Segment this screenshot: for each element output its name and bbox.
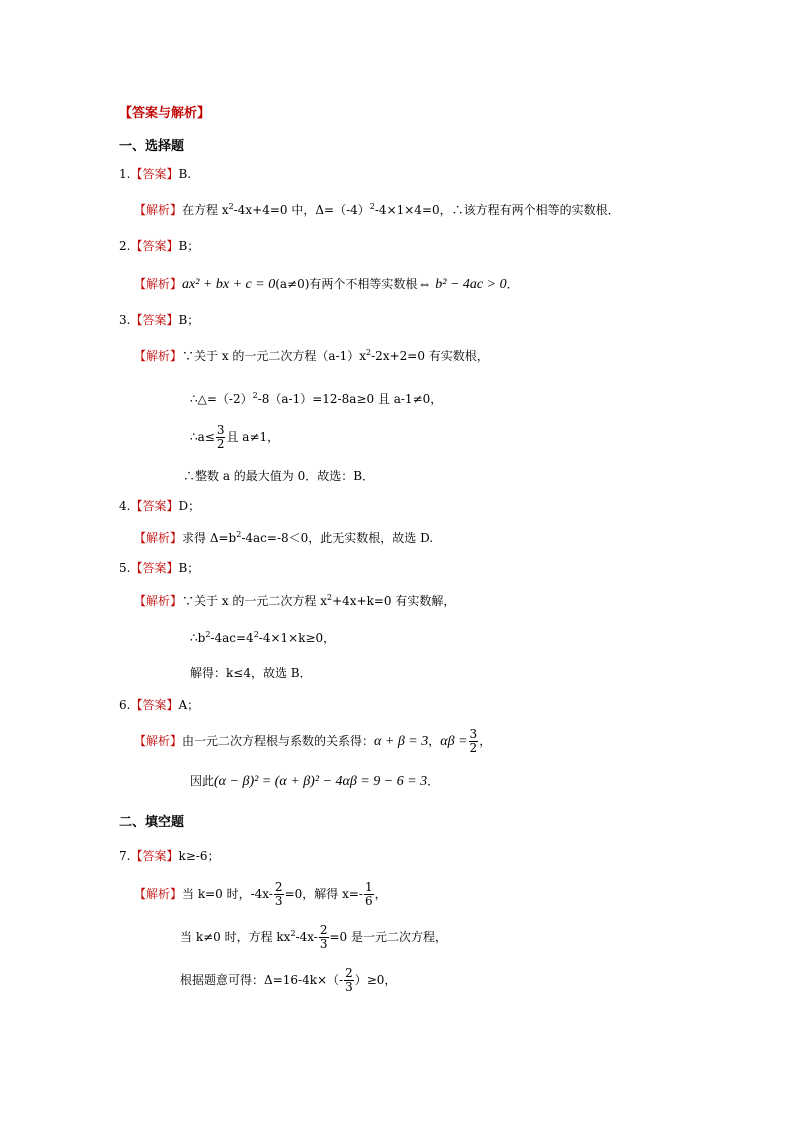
- math-formula: b² − 4ac > 0: [435, 277, 507, 292]
- q4-explanation: 【解析】求得 $\Delta=b^2-4ac=-8<0$，此无实数根，故选 D.: [134, 530, 434, 545]
- q6-step-2: 因此(α − β)² = (α + β)² − 4αβ = 9 − 6 = 3．: [190, 774, 440, 789]
- answer-tag: 【答案】: [130, 167, 179, 181]
- q5-answer-line: 5.【答案】B；: [119, 561, 200, 575]
- math-formula: α + β = 3: [374, 734, 429, 749]
- q7-explanation: 【解析】当 k=0 时，-4x- $\frac{2}{3}$ =0，解得 x=- $\frac{1}{6}$ ，: [134, 880, 387, 908]
- math-formula: ax² + bx + c = 0: [182, 277, 276, 292]
- q3-answer-line: 3.【答案】B；: [119, 313, 200, 327]
- fraction: $\frac{3}{2}$: [469, 727, 478, 755]
- q5-explanation: 【解析】∵关于 x 的一元二次方程 $x^2+4x+k=0$ 有实数解，: [134, 593, 456, 608]
- fraction: $\frac{3}{2}$: [216, 423, 225, 451]
- q2-answer-line: 2.【答案】B；: [119, 239, 200, 253]
- section-heading-fill: 二、填空题: [119, 815, 185, 830]
- math-formula: (α − β)² = (α + β)² − 4αβ = 9 − 6 = 3: [214, 774, 428, 789]
- q1-answer: B.: [178, 167, 192, 181]
- q6-answer-line: 6.【答案】A；: [119, 698, 200, 712]
- q4-answer-line: 4.【答案】D；: [119, 499, 201, 513]
- fraction: $\frac{2}{3}$: [345, 966, 353, 994]
- q5-step-3: 解得：k≤4，故选 B．: [190, 666, 312, 680]
- q1-number: 1.: [119, 167, 131, 181]
- q3-step-3: ∴a≤ $\frac{3}{2}$ 且 a≠1，: [190, 423, 280, 451]
- q6-explanation: 【解析】由一元二次方程根与系数的关系得：α + β = 3，αβ = $\frac{3}{2}$ ，: [134, 727, 492, 755]
- fraction: $\frac{2}{3}$: [274, 880, 283, 908]
- q7-step-3: 根据题意可得：Δ=16-4k×（- $\frac{2}{3}$ ）≥0，: [180, 966, 397, 994]
- q3-explanation: 【解析】∵关于 x 的一元二次方程$(a-1)x^2-2x+2=0$ 有实数根，: [134, 348, 489, 363]
- delta-symbol: Δ: [315, 203, 325, 217]
- q7-answer-line: 7.【答案】k≥-6；: [119, 849, 220, 863]
- page-title: 【答案与解析】: [119, 106, 211, 121]
- fraction: $\frac{1}{6}$: [364, 880, 373, 908]
- explanation-tag: 【解析】: [134, 203, 183, 217]
- q3-step-2: $\therefore\triangle=(-2)^2-8(a-1)=12-8a\ge 0$ 且 a-1≠0，: [190, 391, 443, 406]
- fraction: $\frac{2}{3}$: [319, 923, 328, 951]
- section-heading-choice: 一、选择题: [119, 139, 185, 154]
- q3-step-4: ∴整数 a 的最大值为 0．故选：B．: [183, 469, 375, 483]
- q5-step-2: $\therefore b^2-4ac=4^2-4\times 1\times k\ge 0$，: [190, 630, 336, 645]
- q7-step-2: 当 k≠0 时，方程 $kx^2-4x-$ $\frac{2}{3}$ =0 是一元二次方程，: [180, 923, 448, 951]
- q1-answer-line: [119, 165, 191, 183]
- q2-explanation: 【解析】ax² + bx + c = 0(a≠0)有两个不相等实数根⇔ b² − 4ac > 0．: [134, 277, 519, 292]
- q1-explanation: 【解析】在方程 $x^2-4x+4=0$ 中，$\Delta=(-4)^2-4\times 1\times 4=0$，∴该方程有两个相等的实数根．: [134, 202, 620, 217]
